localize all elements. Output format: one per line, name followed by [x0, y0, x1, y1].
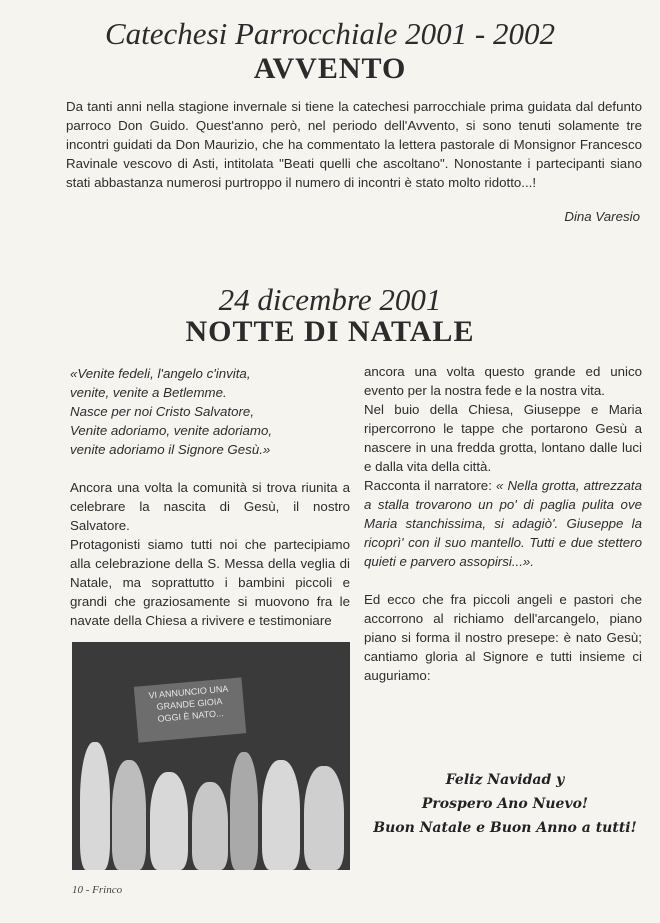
photo-figure [192, 782, 228, 870]
carol-poem [70, 364, 350, 459]
greeting-line: Feliz Navidad y [445, 772, 565, 788]
right-column [364, 362, 642, 685]
catechesi-subtitle: Catechesi Parrocchiale 2001 - 2002 [105, 16, 555, 51]
left-column [70, 364, 350, 630]
photo-banner [134, 677, 246, 742]
right-paragraph-2: Nel buio della Chiesa, Giuseppe e Maria ripercorrono le tappe che portarono Gesù a nascere in una fredda grotta, lontano dalle luci e dalla vita della città. [364, 402, 642, 474]
narrator-quote: « Nella grotta, attrezzata a stalla trovarono un po' di paglia pulita ove Maria stanchissima, si adagiò'. Giuseppe la ricoprì' con il suo mantello. Tutti e due stettero quieti e parvero assopirsi...». [364, 478, 642, 569]
banner-line: GRANDE GIOIA [156, 696, 223, 712]
poem-line: venite, venite a Betlemme. [70, 385, 227, 400]
photo-figure [112, 760, 146, 870]
right-paragraph-3 [364, 476, 642, 571]
poem-line: Nasce per noi Cristo Salvatore, [70, 404, 255, 419]
greeting-line: Prospero Ano Nuevo! [421, 796, 589, 812]
avvento-author: Dina Varesio [564, 209, 640, 224]
right-paragraph-4: Ed ecco che fra piccoli angeli e pastori che accorrono al richiamo dell'arcangelo, piano piano si forma il nostro presepe: è nato Gesù; cantiamo gloria al Signore e tutti insieme ci auguriamo: [364, 592, 642, 683]
avvento-body: Da tanti anni nella stagione invernale si tiene la catechesi parrocchiale prima guidata dal defunto parroco Don Guido. Quest'anno però, nel periodo dell'Avvento, si sono tenuti solamente tre incontri guidati da Don Maurizio, che ha commentato la lettera pastorale di Monsignor Francesco Ravinale vescovo di Asti, intitolata "Beati quelli che ascoltano". Nonostante i partecipanti siano stati abbastanza numerosi purtroppo il numero di incontri è stato molto ridotto...! [66, 99, 642, 190]
right-paragraph-1: ancora una volta questo grande ed unico evento per la nostra fede e la nostra vita. [364, 364, 642, 398]
narrator-intro: Racconta il narratore: [364, 478, 496, 493]
greeting-line: Buon Natale e Buon Anno a tutti! [373, 820, 637, 836]
left-paragraph-2: Protagonisti siamo tutti noi che partecipiamo alla celebrazione della S. Messa della veglia di Natale, ma soprattutto i bambini piccoli e grandi che graziosamente si muovono fra le navate della Chiesa a rivivere e testimoniare [70, 537, 350, 628]
nativity-photo [72, 642, 350, 870]
photo-figure [262, 760, 300, 870]
left-paragraph: Ancora una volta la comunità si trova riunita a celebrare la nascita di Gesù, il nostro Salvatore. [70, 480, 350, 533]
banner-line: OGGI È NATO... [157, 708, 224, 724]
photo-figure [150, 772, 188, 870]
banner-line: VI ANNUNCIO UNA [148, 683, 229, 701]
poem-line: Venite adoriamo, venite adoriamo, [70, 423, 273, 438]
date-subtitle: 24 dicembre 2001 [218, 282, 442, 317]
photo-figure [304, 766, 344, 870]
photo-figure [80, 742, 110, 870]
poem-line: venite adoriamo il Signore Gesù.» [70, 442, 271, 457]
poem-line: «Venite fedeli, l'angelo c'invita, [70, 366, 251, 381]
christmas-greeting [360, 768, 650, 840]
avvento-title: AVVENTO [253, 52, 407, 85]
notte-di-natale-title: NOTTE DI NATALE [185, 315, 475, 348]
photo-figure [230, 752, 258, 870]
page-footer: 10 - Frinco [72, 884, 123, 896]
